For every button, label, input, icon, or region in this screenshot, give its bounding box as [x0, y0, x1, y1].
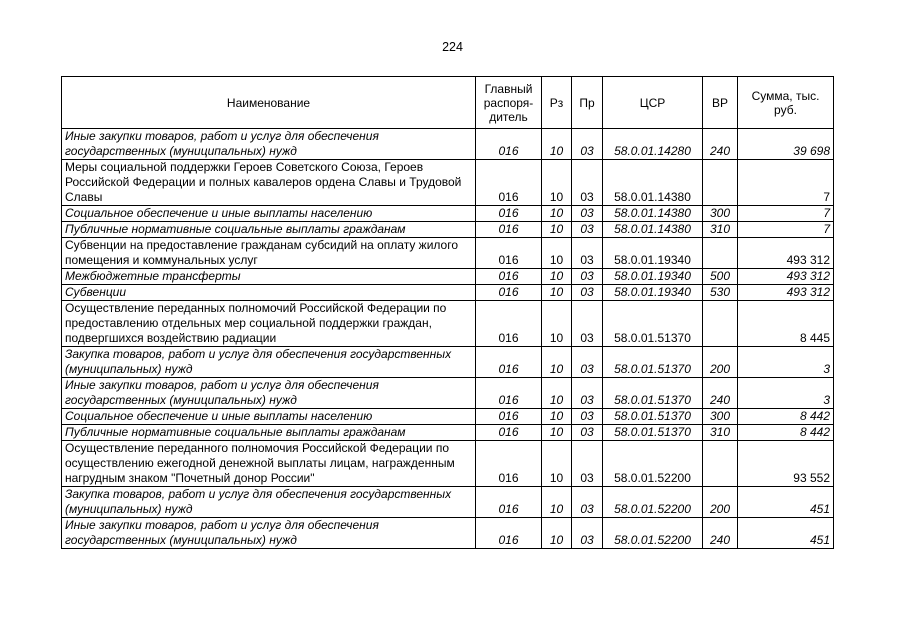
cell-name: Иные закупки товаров, работ и услуг для обеспечения государственных (муниципальных) нужд — [62, 378, 476, 409]
column-header-rz: Рз — [542, 77, 572, 129]
table-row — [62, 487, 834, 518]
cell-name: Закупка товаров, работ и услуг для обеспечения государственных (муниципальных) нужд — [62, 347, 476, 378]
column-header-pr: Пр — [572, 77, 603, 129]
cell-sum: 8 445 — [738, 301, 834, 347]
cell-vr — [703, 441, 738, 487]
cell-admin: 016 — [476, 441, 542, 487]
cell-sum: 3 — [738, 378, 834, 409]
cell-admin: 016 — [476, 378, 542, 409]
page-number: 224 — [442, 40, 463, 54]
cell-rz: 10 — [542, 409, 572, 425]
cell-csr: 58.0.01.52200 — [603, 518, 703, 549]
table-row — [62, 409, 834, 425]
cell-name: Субвенции на предоставление гражданам субсидий на оплату жилого помещения и коммунальных услуг — [62, 238, 476, 269]
cell-vr: 240 — [703, 129, 738, 160]
budget-table — [61, 76, 834, 549]
cell-vr: 200 — [703, 487, 738, 518]
cell-vr: 530 — [703, 285, 738, 301]
cell-vr — [703, 160, 738, 206]
table-row — [62, 269, 834, 285]
cell-csr: 58.0.01.14280 — [603, 129, 703, 160]
table-row — [62, 285, 834, 301]
cell-rz: 10 — [542, 487, 572, 518]
cell-rz: 10 — [542, 269, 572, 285]
column-header-name: Наименование — [62, 77, 476, 129]
cell-rz: 10 — [542, 129, 572, 160]
cell-csr: 58.0.01.19340 — [603, 238, 703, 269]
column-header-csr: ЦСР — [603, 77, 703, 129]
table-header-row — [62, 77, 834, 129]
table-row — [62, 378, 834, 409]
cell-admin: 016 — [476, 409, 542, 425]
cell-csr: 58.0.01.52200 — [603, 487, 703, 518]
cell-name: Иные закупки товаров, работ и услуг для обеспечения государственных (муниципальных) нужд — [62, 518, 476, 549]
cell-pr: 03 — [572, 347, 603, 378]
cell-sum: 7 — [738, 206, 834, 222]
cell-vr: 310 — [703, 425, 738, 441]
cell-rz: 10 — [542, 347, 572, 378]
cell-pr: 03 — [572, 487, 603, 518]
cell-name: Иные закупки товаров, работ и услуг для обеспечения государственных (муниципальных) нужд — [62, 129, 476, 160]
cell-rz: 10 — [542, 441, 572, 487]
cell-admin: 016 — [476, 301, 542, 347]
table-row — [62, 441, 834, 487]
cell-admin: 016 — [476, 160, 542, 206]
cell-vr: 500 — [703, 269, 738, 285]
cell-sum: 493 312 — [738, 285, 834, 301]
cell-csr: 58.0.01.14380 — [603, 160, 703, 206]
cell-name: Субвенции — [62, 285, 476, 301]
cell-admin: 016 — [476, 347, 542, 378]
cell-admin: 016 — [476, 518, 542, 549]
cell-sum: 39 698 — [738, 129, 834, 160]
column-header-sum: Сумма, тыс. руб. — [738, 77, 834, 129]
cell-pr: 03 — [572, 206, 603, 222]
table-row — [62, 206, 834, 222]
cell-rz: 10 — [542, 301, 572, 347]
cell-pr: 03 — [572, 222, 603, 238]
cell-sum: 493 312 — [738, 269, 834, 285]
cell-admin: 016 — [476, 129, 542, 160]
cell-vr: 300 — [703, 409, 738, 425]
cell-csr: 58.0.01.52200 — [603, 441, 703, 487]
table-row — [62, 518, 834, 549]
cell-rz: 10 — [542, 285, 572, 301]
cell-pr: 03 — [572, 409, 603, 425]
cell-name: Социальное обеспечение и иные выплаты населению — [62, 206, 476, 222]
cell-pr: 03 — [572, 285, 603, 301]
cell-sum: 7 — [738, 222, 834, 238]
cell-csr: 58.0.01.51370 — [603, 301, 703, 347]
cell-sum: 93 552 — [738, 441, 834, 487]
cell-pr: 03 — [572, 518, 603, 549]
column-header-admin: Главный распоря-дитель — [476, 77, 542, 129]
cell-csr: 58.0.01.14380 — [603, 222, 703, 238]
cell-sum: 8 442 — [738, 409, 834, 425]
cell-vr — [703, 301, 738, 347]
cell-sum: 493 312 — [738, 238, 834, 269]
cell-vr — [703, 238, 738, 269]
cell-rz: 10 — [542, 222, 572, 238]
cell-vr: 240 — [703, 518, 738, 549]
table-row — [62, 425, 834, 441]
cell-name: Меры социальной поддержки Героев Советского Союза, Героев Российской Федерации и полных кавалеров ордена Славы и Трудовой Славы — [62, 160, 476, 206]
cell-csr: 58.0.01.51370 — [603, 347, 703, 378]
cell-admin: 016 — [476, 269, 542, 285]
cell-admin: 016 — [476, 206, 542, 222]
cell-name: Осуществление переданного полномочия Российской Федерации по осуществлению ежегодной денежной выплаты лицам, награжденным нагрудным знаком "Почетный донор России" — [62, 441, 476, 487]
table-row — [62, 301, 834, 347]
table-row — [62, 347, 834, 378]
cell-rz: 10 — [542, 518, 572, 549]
table-row — [62, 238, 834, 269]
cell-rz: 10 — [542, 378, 572, 409]
table-row — [62, 129, 834, 160]
cell-csr: 58.0.01.51370 — [603, 425, 703, 441]
cell-admin: 016 — [476, 238, 542, 269]
cell-sum: 8 442 — [738, 425, 834, 441]
cell-admin: 016 — [476, 285, 542, 301]
cell-rz: 10 — [542, 238, 572, 269]
cell-pr: 03 — [572, 269, 603, 285]
cell-csr: 58.0.01.19340 — [603, 269, 703, 285]
cell-rz: 10 — [542, 206, 572, 222]
cell-csr: 58.0.01.14380 — [603, 206, 703, 222]
cell-pr: 03 — [572, 425, 603, 441]
table-row — [62, 160, 834, 206]
table-body — [62, 129, 834, 549]
cell-vr: 300 — [703, 206, 738, 222]
cell-pr: 03 — [572, 238, 603, 269]
cell-sum: 451 — [738, 487, 834, 518]
cell-rz: 10 — [542, 160, 572, 206]
cell-pr: 03 — [572, 441, 603, 487]
cell-pr: 03 — [572, 301, 603, 347]
cell-name: Публичные нормативные социальные выплаты гражданам — [62, 425, 476, 441]
cell-name: Межбюджетные трансферты — [62, 269, 476, 285]
cell-name: Публичные нормативные социальные выплаты гражданам — [62, 222, 476, 238]
cell-pr: 03 — [572, 378, 603, 409]
cell-sum: 451 — [738, 518, 834, 549]
cell-vr: 310 — [703, 222, 738, 238]
cell-admin: 016 — [476, 425, 542, 441]
cell-name: Социальное обеспечение и иные выплаты населению — [62, 409, 476, 425]
cell-csr: 58.0.01.51370 — [603, 409, 703, 425]
cell-csr: 58.0.01.51370 — [603, 378, 703, 409]
cell-pr: 03 — [572, 129, 603, 160]
cell-vr: 200 — [703, 347, 738, 378]
cell-pr: 03 — [572, 160, 603, 206]
table-row — [62, 222, 834, 238]
cell-csr: 58.0.01.19340 — [603, 285, 703, 301]
cell-admin: 016 — [476, 222, 542, 238]
cell-sum: 7 — [738, 160, 834, 206]
cell-name: Закупка товаров, работ и услуг для обеспечения государственных (муниципальных) нужд — [62, 487, 476, 518]
cell-vr: 240 — [703, 378, 738, 409]
column-header-vr: ВР — [703, 77, 738, 129]
cell-rz: 10 — [542, 425, 572, 441]
cell-name: Осуществление переданных полномочий Российской Федерации по предоставлению отдельных мер социальной поддержки граждан, подвергшихся воздействию радиации — [62, 301, 476, 347]
cell-sum: 3 — [738, 347, 834, 378]
cell-admin: 016 — [476, 487, 542, 518]
